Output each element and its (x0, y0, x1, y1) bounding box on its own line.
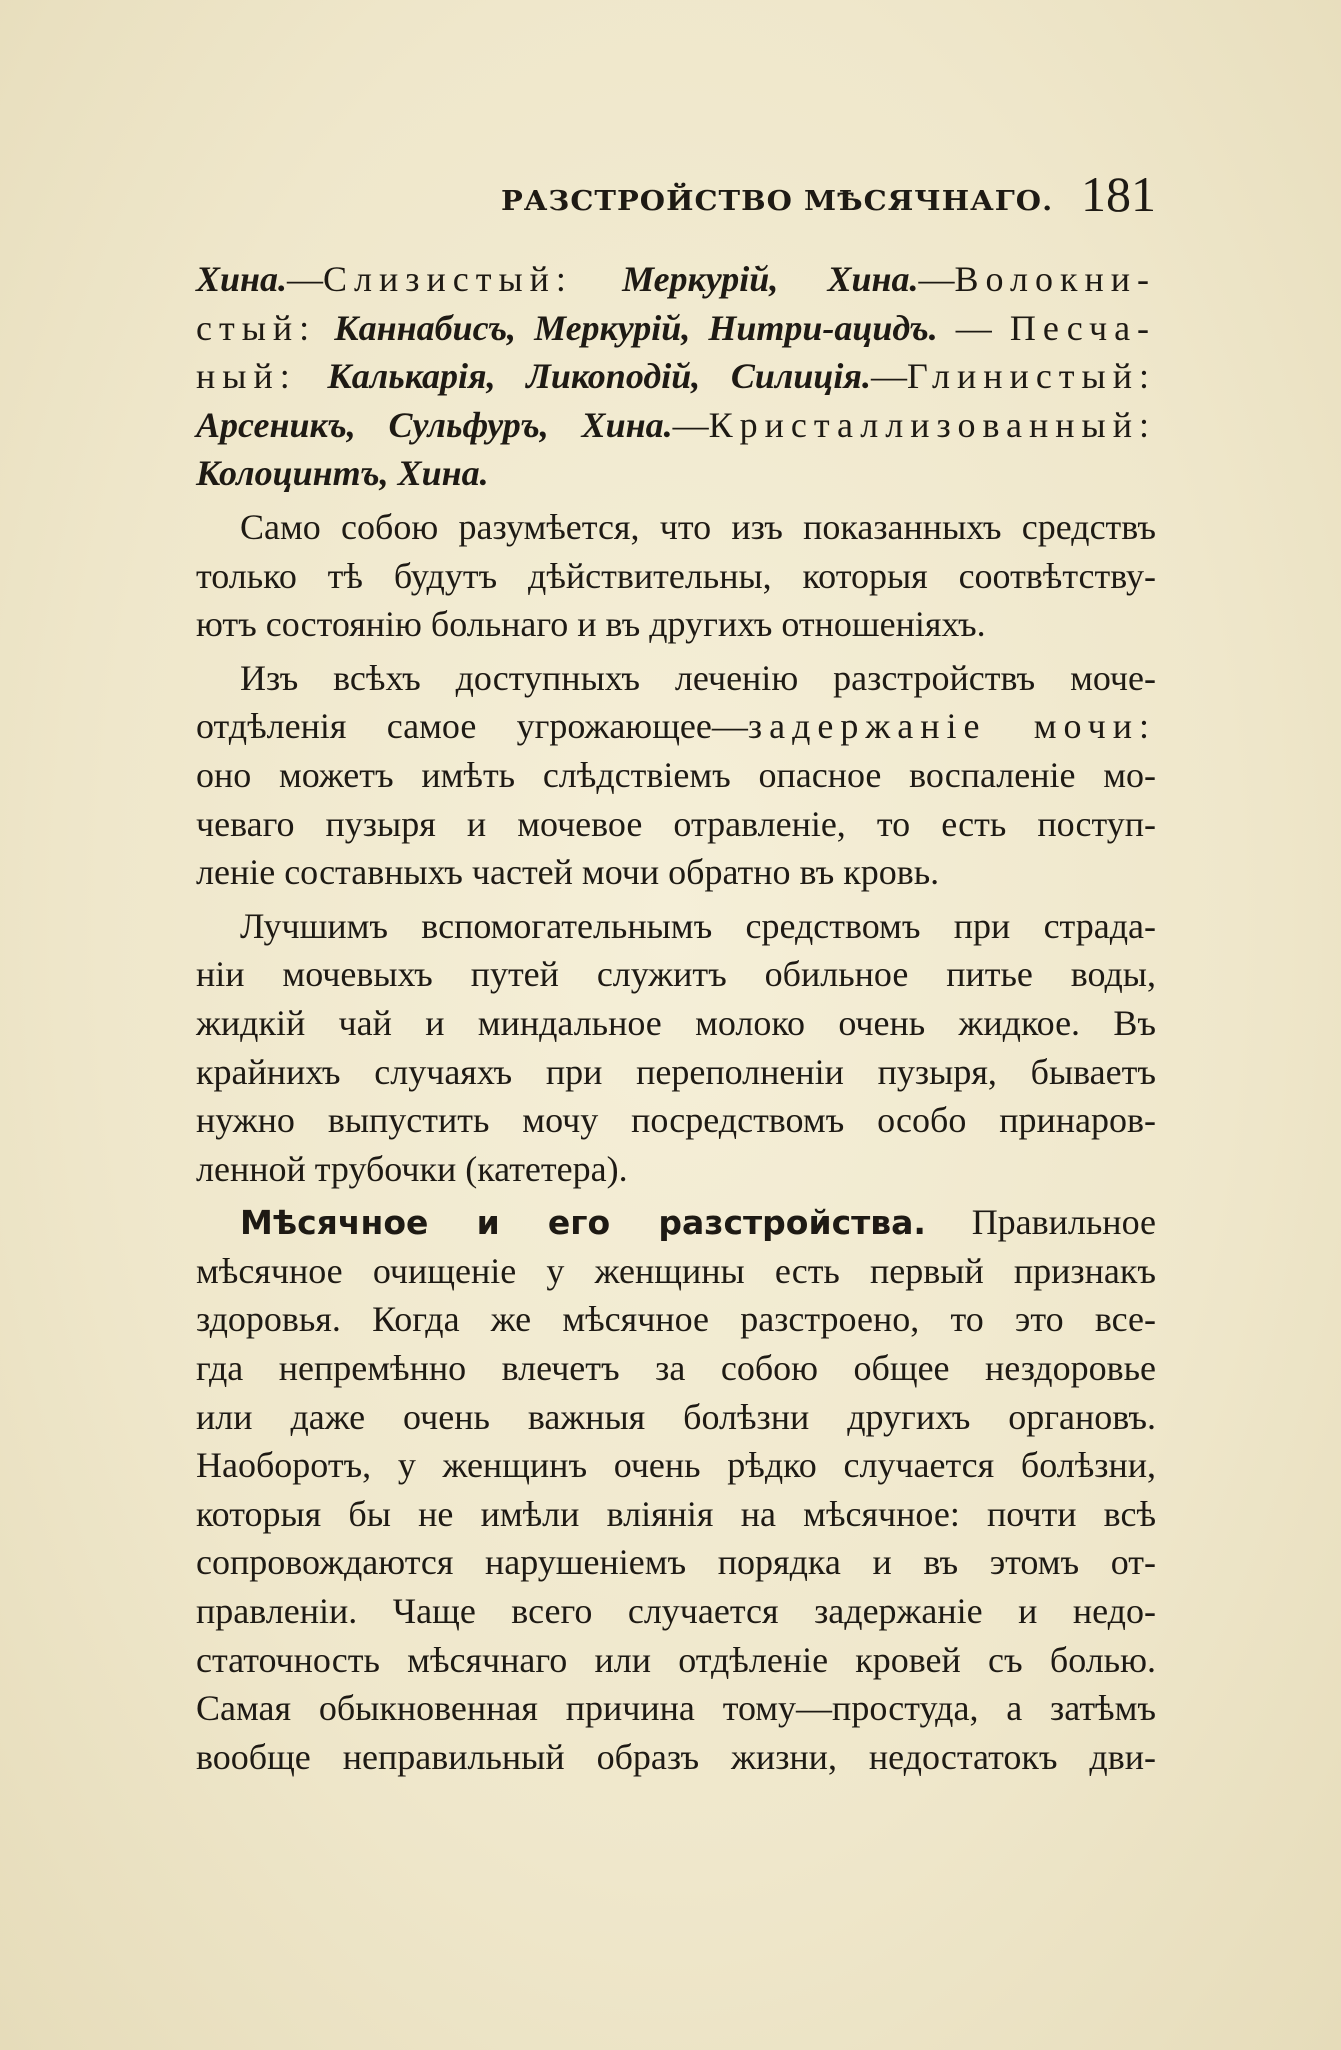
text-line: жидкій чай и миндальное молоко очень жидкое. Въ (196, 1002, 1156, 1043)
section-heading: Мѣсячное и его разстройства. (240, 1203, 926, 1243)
text-run: Самая обыкновенная причина тому—простуда, а затѣмъ (196, 1688, 1156, 1729)
text-run: мѣсячное очищеніе у женщины есть первый признакъ (196, 1250, 1156, 1291)
text-line (196, 1393, 1156, 1442)
text-run: — (672, 404, 709, 445)
text-run: отдѣленія самое угрожающее— (196, 706, 748, 747)
page-header (196, 165, 1156, 225)
text-run: здоровья. Когда же мѣсячное разстроено, то это все- (196, 1299, 1156, 1340)
page-number: 181 (1081, 166, 1156, 222)
text-run: Правильное (925, 1202, 1156, 1243)
text-line: только тѣ будутъ дѣйствительны, которыя соотвѣтству- (196, 555, 1156, 596)
text-run (573, 259, 622, 299)
running-title: РАЗСТРОЙСТВО МѢСЯЧНАГО. (501, 185, 1054, 217)
text-line (196, 1538, 1156, 1587)
text-run: статочность мѣсячнаго или отдѣленіе кровей съ болью. (196, 1639, 1156, 1680)
text-line: ленной трубочки (катетера). (196, 1148, 628, 1189)
text-line (196, 800, 1156, 849)
text-line (196, 1441, 1156, 1490)
text-line: ютъ состоянію больнаго и въ другихъ отношеніяхъ. (196, 604, 986, 645)
text-line (196, 751, 1156, 800)
text-line: Лучшимъ вспомогательнымъ средствомъ при страда- (240, 905, 1156, 946)
text-line: Само собою разумѣется, что изъ показанныхъ средствъ (240, 506, 1156, 547)
text-run: правленіи. Чаще всего случается задержаніе и недо- (196, 1591, 1156, 1632)
text-run: Наоборотъ, у женщинъ очень рѣдко случается болѣзни, (196, 1445, 1156, 1486)
text-line (196, 654, 1156, 703)
text-line (196, 1344, 1156, 1393)
text-run: Арсеникъ, Сульфуръ, Хина. (196, 404, 673, 445)
text-line (196, 848, 1156, 897)
text-line (196, 304, 1156, 353)
text-run: ный: (196, 356, 297, 397)
text-run: Глинистый: (906, 356, 1156, 397)
text-line (196, 1636, 1156, 1685)
text-line (196, 401, 1156, 450)
text-run: чеваго пузыря и мочевое отравленіе, то есть поступ- (196, 803, 1156, 844)
text-line (196, 255, 1156, 304)
text-run: Каннабисъ, Меркурій, Нитри-ацидъ. (334, 307, 938, 348)
paragraph-remedies-note (196, 503, 1156, 649)
text-run: Калькарія, Ликоподій, Силиція. (327, 356, 871, 397)
text-run: Колоцинтъ, Хина. (196, 453, 489, 494)
text-run: Слизистый: (323, 259, 573, 299)
paragraph-auxiliary-means (196, 902, 1156, 1194)
text-run: — (287, 259, 324, 299)
text-line (196, 1198, 1156, 1247)
text-run: сопровождаются нарушеніемъ порядка и въ этомъ от- (196, 1542, 1156, 1583)
text-run: Песча- (1009, 307, 1157, 348)
text-body (196, 255, 1156, 1781)
text-line (196, 1490, 1156, 1539)
paragraph-remedies (196, 255, 1156, 498)
text-run (297, 356, 328, 396)
text-run (316, 308, 334, 348)
text-run: стый: (196, 307, 317, 348)
text-line: ніи мочевыхъ путей служитъ обильное питье воды, (196, 954, 1156, 995)
text-line (196, 449, 1156, 498)
text-run: — (937, 307, 1010, 348)
text-line (196, 1295, 1156, 1344)
text-line (196, 702, 1156, 751)
text-run: Кристаллизованный: (708, 404, 1156, 445)
text-line: крайнихъ случаяхъ при переполненіи пузыря, бываетъ (196, 1051, 1156, 1092)
text-run: гда непремѣнно влечетъ за собою общее нездоровье (196, 1348, 1156, 1389)
text-line: нужно выпустить мочу посредствомъ особо принаров- (196, 1100, 1156, 1141)
text-run: Изъ всѣхъ доступныхъ леченію разстройствъ моче- (240, 657, 1156, 698)
text-run: — (870, 356, 907, 397)
text-run: — (918, 259, 955, 299)
text-run: Волокни- (954, 259, 1156, 299)
text-run: леніе составныхъ частей мочи обратно въ кровь. (196, 852, 940, 893)
text-line (196, 1247, 1156, 1296)
text-line (196, 1587, 1156, 1636)
text-line (196, 352, 1156, 401)
text-run: вообще неправильный образъ жизни, недостатокъ дви- (196, 1736, 1156, 1777)
section-menstruation (196, 1198, 1156, 1781)
paragraph-urine-retention (196, 654, 1156, 897)
text-run: которыя бы не имѣли вліянія на мѣсячное: почти всѣ (196, 1493, 1156, 1534)
text-line (196, 1684, 1156, 1733)
text-run: Хина. (196, 259, 288, 299)
text-run: оно можетъ имѣть слѣдствіемъ опасное воспаленіе мо- (196, 754, 1156, 795)
text-run: задержаніе мочи: (747, 706, 1156, 747)
text-run: или даже очень важныя болѣзни другихъ органовъ. (196, 1396, 1156, 1437)
text-run: Меркурій, Хина. (622, 259, 919, 299)
text-line (196, 1733, 1156, 1782)
